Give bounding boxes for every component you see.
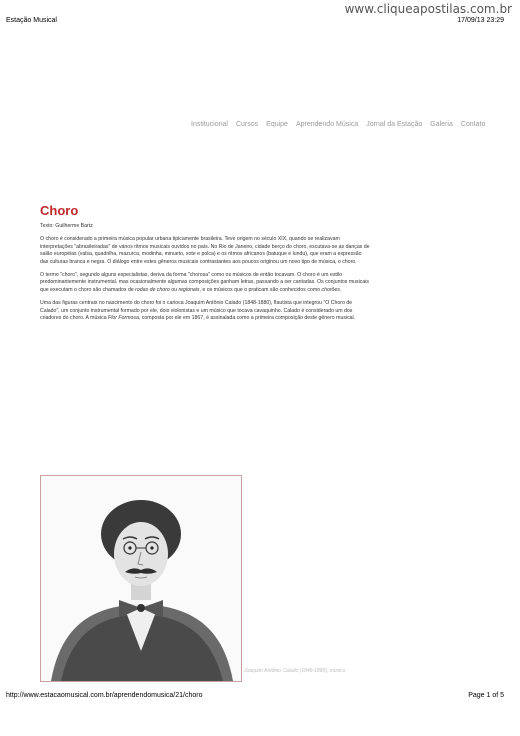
text-span: Uma das figuras centrais no nascimento do choro foi o carioca Joaquim Antônio Calado (1848-1880), flautista que integrou "O Choro de Calado", um conjunto instrumental formado por ele, dois violonistas e um músico que tocava cavaquinho. Calado é considerado um dos criadores do choro. A música [40,300,353,322]
print-footer-url: http://www.estacaomusical.com.br/aprendendomusica/21/choro [6,692,203,699]
text-span: O termo "choro", segundo alguns especialistas, deriva da forma "chorosa" como os músicos de então tocavam. O choro é um estilo predominantemente instrumental, mas ocasionalmente algumas composições ganham letras, passando a ser cantadas. Os conjuntos musicais que executam o choro são chamados de [40,272,370,293]
text-span: , composta por ele em 1867, é assinalada como a primeira composição deste gênero musical. [138,315,356,322]
nav-item-jornal-da-estacao[interactable]: Jornal da Estação [366,121,423,128]
portrait-image [40,475,242,682]
article-author: Texto: Guilherme Bartz [40,223,93,229]
text-span: , e os músicos que o praticam são conhecidos como [199,286,322,293]
nav-item-galeria[interactable]: Galeria [430,121,453,128]
print-footer-page: Page 1 of 5 [468,692,504,699]
article-body [40,223,370,328]
nav-item-equipe[interactable]: Equipe [266,121,288,128]
term-flor-formosa: Flor Formosa [108,315,139,322]
text-span: . [339,286,342,293]
portrait-engraving [41,476,241,681]
article-paragraph-3 [40,300,370,322]
article-paragraph-1: O choro é considerado a primeira música popular urbana tipicamente brasileira. Teve origem no século XIX, quando se realizavam interpretações "abrasileiradas" de vários ritmos musicais ouvidos no país. No Rio de Janeiro, cidade berço do choro, escutava-se as danças de salão européias (valsa, quadrilha, mazurca, modinha, minueto, xote e polca) e os ritmos africanos (batuque e lundu), que eram a expressão das culturas branca e negra. O diálogo entre estes gêneros musicais contrastantes aos poucos originou um novo tipo de música, o choro. [40,236,370,265]
term-regionais: regionais [178,286,200,293]
article-paragraph-2 [40,272,370,294]
nav-item-institucional[interactable]: Institucional [191,121,228,128]
main-nav [191,121,485,128]
page-title: Choro [40,203,79,218]
print-header-datetime: 17/09/13 23:29 [457,17,504,24]
nav-item-cursos[interactable]: Cursos [235,121,259,128]
term-choroes: chorões [321,286,340,293]
nav-item-aprendendo-musica[interactable]: Aprendendo Música [295,121,359,128]
watermark: www.cliqueapostilas.com.br [344,2,512,16]
print-header-title: Estação Musical [6,17,57,24]
portrait-caption: Joaquim Antônio Calado (1848-1880), músico [244,668,346,674]
nav-item-contato[interactable]: Contato [460,121,486,128]
text-span: ou [169,286,179,293]
term-rodas-de-choro: rodas de choro [135,286,170,293]
